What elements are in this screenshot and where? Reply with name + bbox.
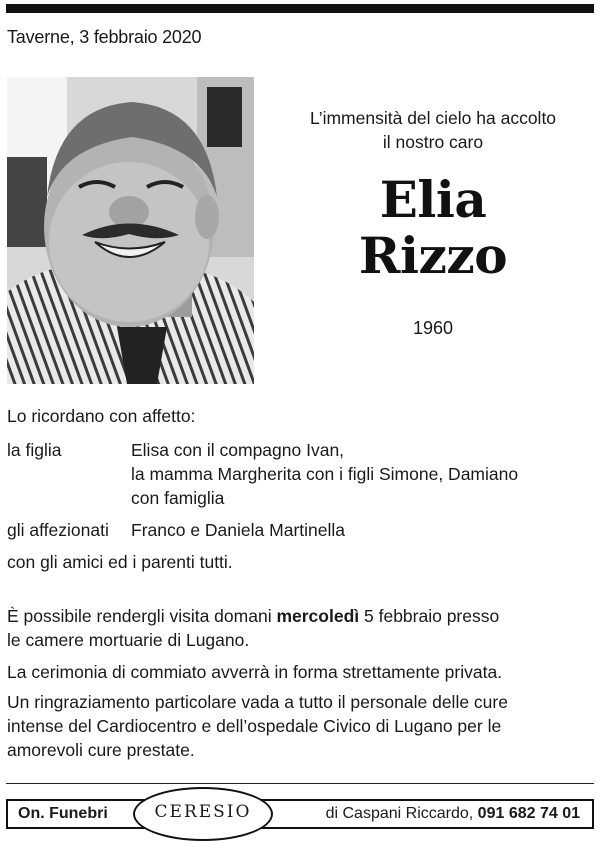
visit-info xyxy=(7,604,597,652)
portrait-icon xyxy=(7,77,254,384)
portrait-photo xyxy=(7,77,254,384)
quote-line: il nostro caro xyxy=(382,132,484,152)
thanks-line: amorevoli cure prestate. xyxy=(7,740,195,760)
relation-line: Elisa con il compagno Ivan, xyxy=(131,440,345,460)
visit-text: 5 febbraio presso xyxy=(359,606,500,626)
birth-year: 1960 xyxy=(412,318,454,338)
quote-line: L’immensità del cielo ha accolto xyxy=(309,108,557,128)
mourners-closing: con gli amici ed i parenti tutti. xyxy=(7,552,233,572)
top-rule xyxy=(6,4,594,13)
relation-value xyxy=(131,438,591,510)
relation-label: gli affezionati xyxy=(7,520,109,540)
footer-phone: 091 682 74 01 xyxy=(477,805,580,822)
visit-line xyxy=(7,604,597,628)
mourners-intro: Lo ricordano con affetto: xyxy=(7,406,196,426)
relation-value xyxy=(131,518,591,542)
place-date: Taverne, 3 febbraio 2020 xyxy=(7,27,202,47)
footer-label: On. Funebri xyxy=(18,805,108,822)
relation-line: con famiglia xyxy=(131,488,225,508)
first-name: Elia xyxy=(379,170,487,229)
footer-contact xyxy=(326,805,580,823)
relation-line: la mamma Margherita con i figli Simone, Damiano xyxy=(131,464,519,484)
visit-line: le camere mortuarie di Lugano. xyxy=(7,630,250,650)
bottom-rule xyxy=(6,783,594,784)
thanks-line: intense del Cardiocentro e dell’ospedale Civico di Lugano per le xyxy=(7,716,502,736)
funeral-home-footer xyxy=(6,799,594,829)
logo-text: CERESIO xyxy=(154,802,252,822)
ceresio-logo xyxy=(133,787,273,841)
footer-owner: di Caspani Riccardo, xyxy=(325,805,478,822)
relation-line: Franco e Daniela Martinella xyxy=(131,520,345,540)
last-name: Rizzo xyxy=(358,226,508,285)
visit-text: È possibile rendergli visita domani xyxy=(7,606,277,626)
memorial-quote xyxy=(268,106,598,154)
ceremony-info: La cerimonia di commiato avverrà in forma strettamente privata. xyxy=(7,662,503,682)
thanks-info xyxy=(7,690,597,762)
deceased-name xyxy=(268,172,598,284)
visit-day: mercoledì xyxy=(276,606,360,626)
thanks-line: Un ringraziamento particolare vada a tutto il personale delle cure xyxy=(7,692,508,712)
relation-label: la figlia xyxy=(7,440,62,460)
